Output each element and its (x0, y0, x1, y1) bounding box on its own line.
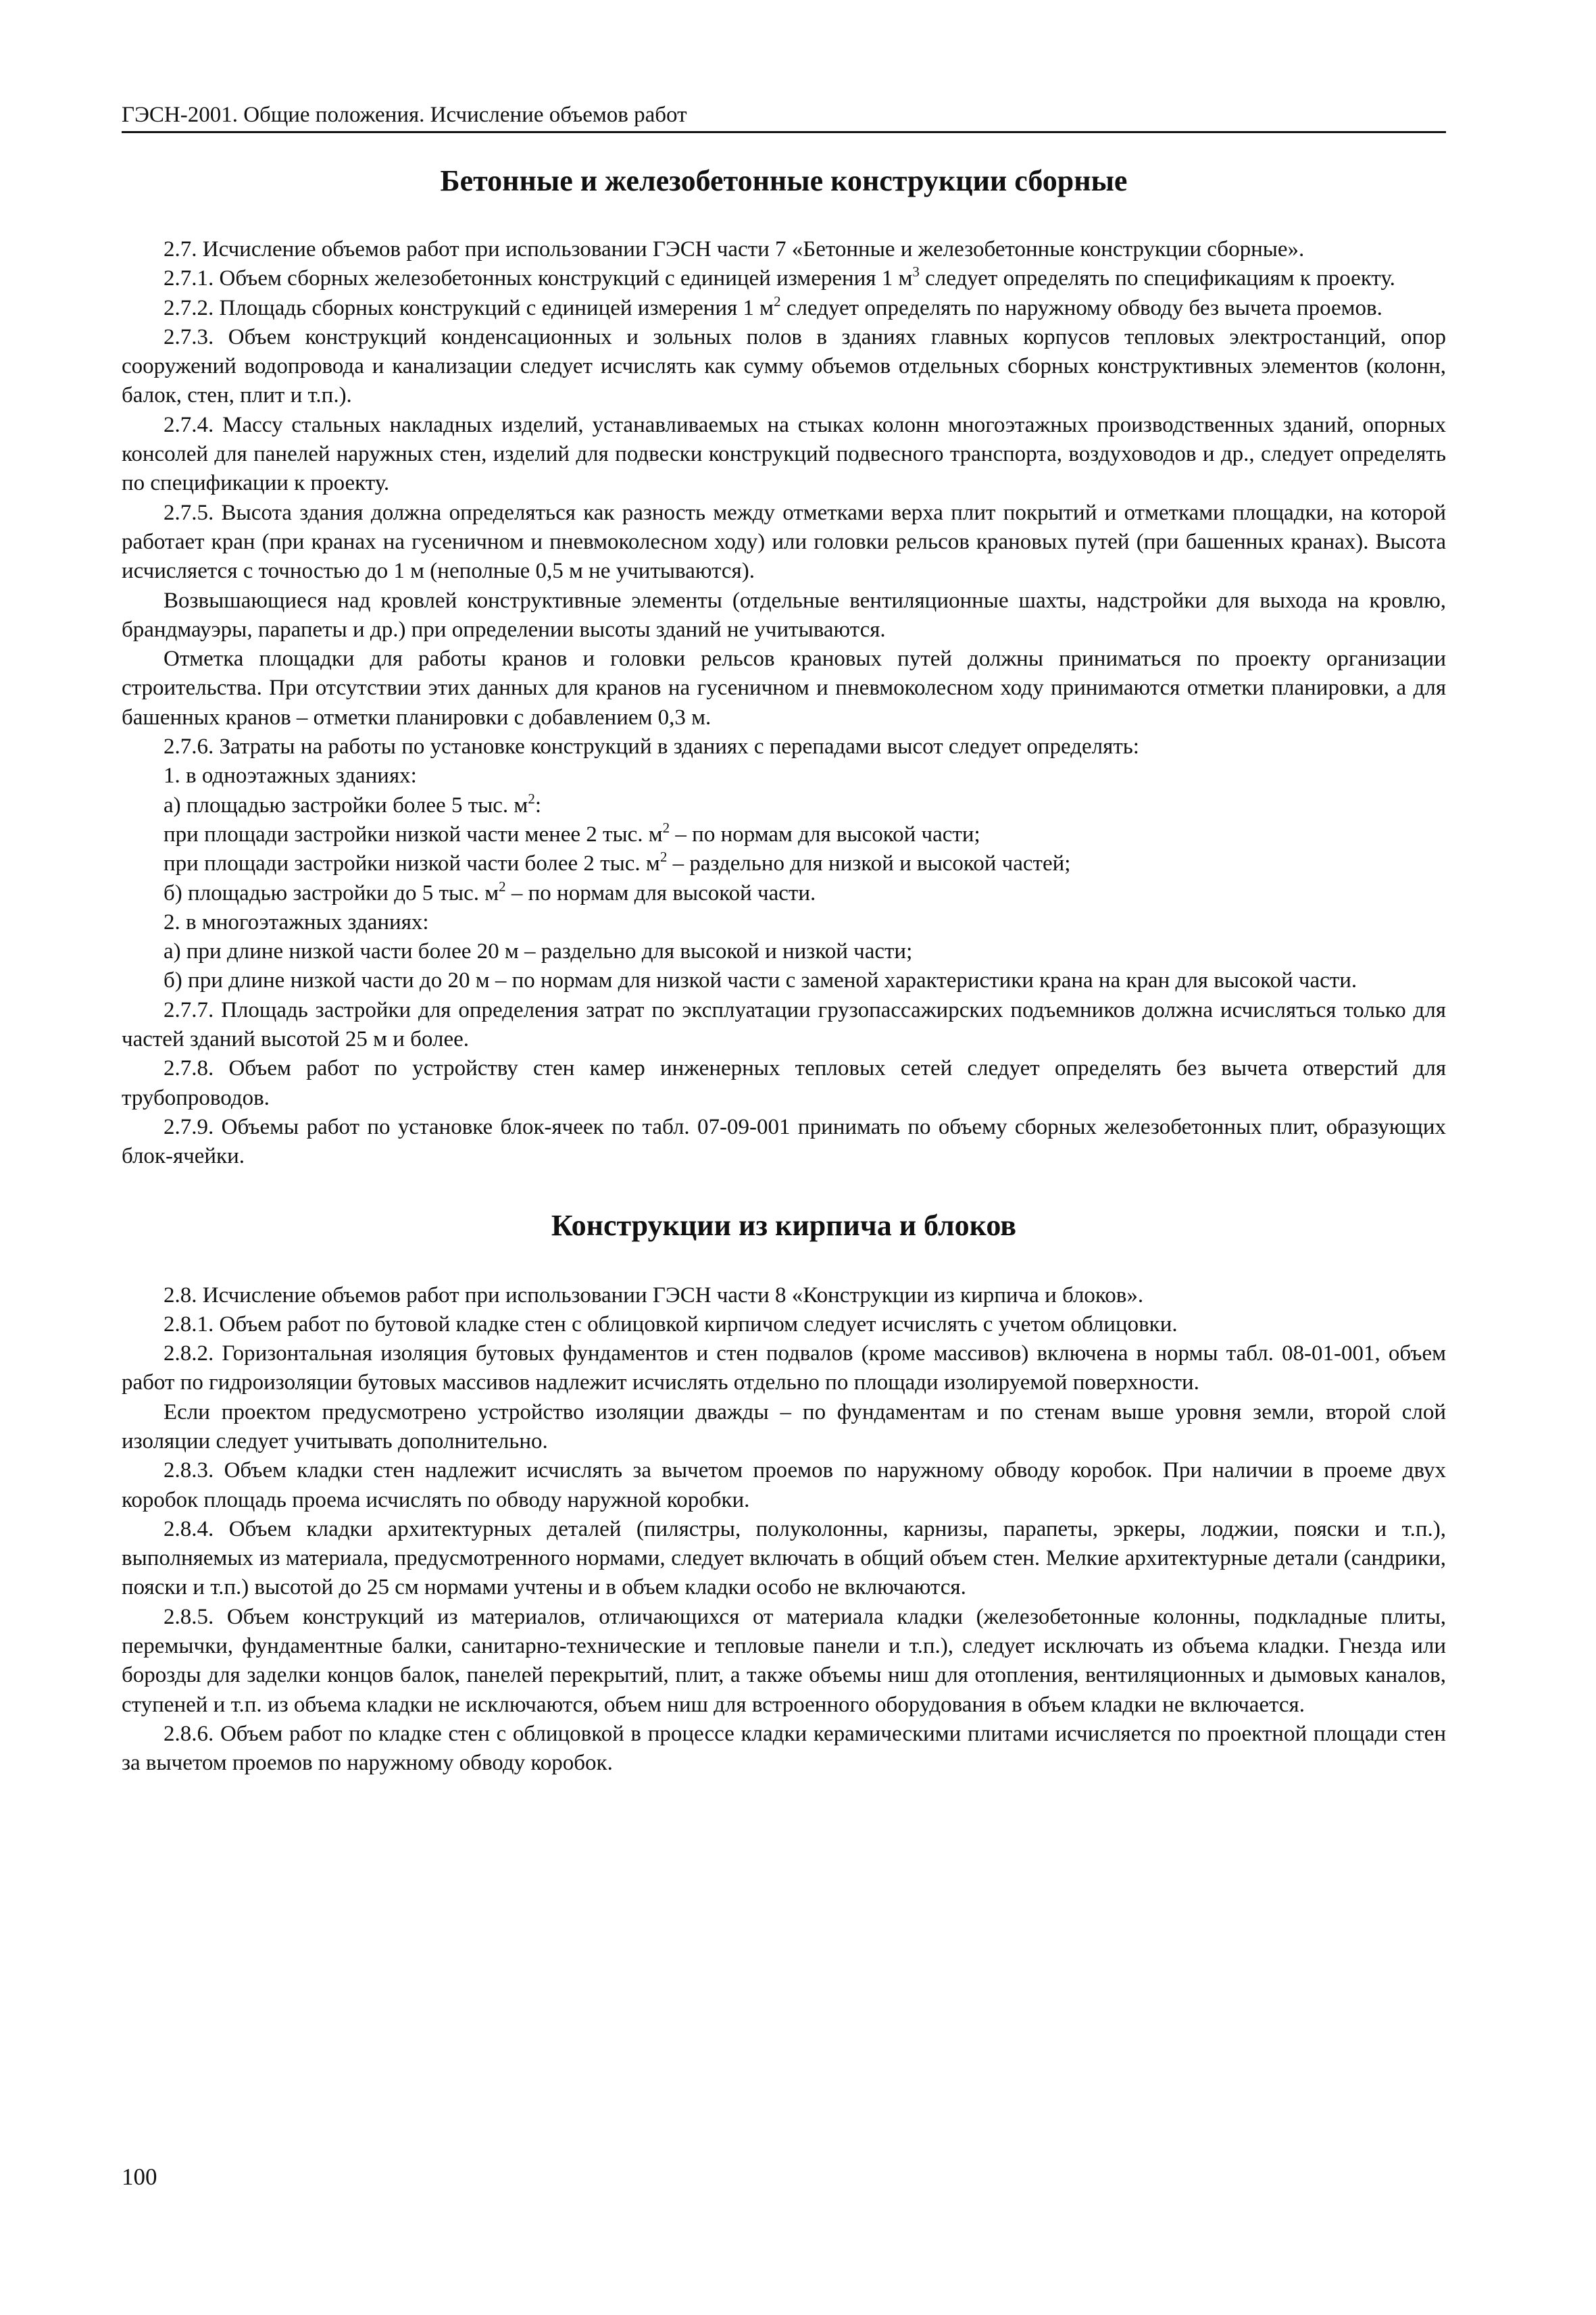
paragraph: 2.8.2. Горизонтальная изоляция бутовых фундаментов и стен подвалов (кроме массивов) включена в нормы табл. 08-01-001, объем работ по гидроизоляции бутовых массивов надлежит исчислять отдельно по площади изолируемой поверхности. (122, 1341, 1446, 1395)
section-title-precast-concrete: Бетонные и железобетонные конструкции сборные (440, 164, 1128, 197)
paragraph: при площади застройки низкой части более 2 тыс. $м^2$ – раздельно для низкой и высокой частей; (164, 849, 1071, 876)
paragraph: Отметка площадки для работы кранов и головки рельсов крановых путей должны приниматься по проекту организации строительства. При отсутствии этих данных для кранов на гусеничном и пневмоколесном ходу принимаются отметки планировки, а для башенных кранов – отметки планировки с добавлением 0,3 м. (122, 647, 1446, 730)
paragraph: 2.8. Исчисление объемов работ при использовании ГЭСН части 8 «Конструкции из кирпича и блоков». (164, 1283, 1144, 1308)
paragraph: 1. в одноэтажных зданиях: (164, 764, 417, 789)
paragraph: 2.7.2. Площадь сборных конструкций с единицей измерения 1 $м^2$ следует определять по наружному обводу без вычета проемов. (164, 293, 1382, 320)
paragraph: Возвышающиеся над кровлей конструктивные элементы (отдельные вентиляционные шахты, надстройки для выхода на кровлю, брандмауэры, парапеты и др.) при определении высоты зданий не учитываются. (122, 588, 1446, 642)
paragraph: 2.8.3. Объем кладки стен надлежит исчислять за вычетом проемов по наружному обводу коробок. При наличии в проеме двух коробок площадь проема исчислять по обводу наружной коробки. (122, 1458, 1446, 1512)
paragraph: 2.7.6. Затраты на работы по установке конструкций в зданиях с перепадами высот следует определять: (164, 735, 1139, 760)
paragraph: а) при длине низкой части более 20 м – раздельно для высокой и низкой части; (164, 939, 913, 964)
paragraph: 2.7.1. Объем сборных железобетонных конструкций с единицей измерения 1 $м^3$ следует определять по спецификациям к проекту. (164, 264, 1395, 291)
page-number: 100 (122, 2164, 157, 2190)
paragraph: 2.7.7. Площадь застройки для определения затрат по эксплуатации грузопассажирских подъемников должна исчисляться только для частей зданий высотой 25 м и более. (122, 997, 1446, 1052)
section-body-brick-blocks (122, 1281, 1446, 1778)
paragraph: 2.8.4. Объем кладки архитектурных деталей (пилястры, полуколонны, карнизы, парапеты, эркеры, лоджии, пояски и т.п.), выполняемых из материала, предусмотренного нормами, следует включать в общий объем стен. Мелкие архитектурные детали (сандрики, пояски и т.п.) высотой до 25 см нормами учтены и в объем кладки особо не включаются. (122, 1516, 1446, 1600)
paragraph: 2.7. Исчисление объемов работ при использовании ГЭСН части 7 «Бетонные и железобетонные конструкции сборные». (164, 237, 1305, 262)
paragraph: б) площадью застройки до 5 тыс. $м^2$ – по нормам для высокой части. (164, 878, 816, 905)
paragraph: Если проектом предусмотрено устройство изоляции дважды – по фундаментам и по стенам выше уровня земли, второй слой изоляции следует учитывать дополнительно. (122, 1399, 1446, 1453)
paragraph: 2.8.6. Объем работ по кладке стен с облицовкой в процессе кладки керамическими плитами исчисляется по проектной площади стен за вычетом проемов по наружному обводу коробок. (122, 1721, 1446, 1776)
page-content (122, 162, 1446, 1778)
paragraph: 2.8.5. Объем конструкций из материалов, отличающихся от материала кладки (железобетонные колонны, подкладные плиты, перемычки, фундаментные балки, санитарно-технические и тепловые панели и т.п.), следует исключать из объема кладки. Гнезда или борозды для заделки концов балок, панелей перекрытий, плит, а также объемы ниш для отопления, вентиляционных и дымовых каналов, ступеней и т.п. из объема кладки не исключаются, объем ниш для встроенного оборудования в объем кладки не включается. (122, 1604, 1446, 1717)
paragraph: а) площадью застройки более 5 тыс. $м^2$: (164, 790, 541, 818)
running-header: ГЭСН-2001. Общие положения. Исчисление объемов работ (122, 100, 1446, 133)
paragraph: 2. в многоэтажных зданиях: (164, 910, 429, 935)
paragraph: 2.7.8. Объем работ по устройству стен камер инженерных тепловых сетей следует определять без вычета отверстий для трубопроводов. (122, 1056, 1446, 1110)
paragraph: 2.7.4. Массу стальных накладных изделий, устанавливаемых на стыках колонн многоэтажных производственных зданий, опорных консолей для панелей наружных стен, изделий для подвески конструкций подвесного транспорта, воздуховодов и др., следует определять по спецификации к проекту. (122, 412, 1446, 496)
paragraph: 2.8.1. Объем работ по бутовой кладке стен с облицовкой кирпичом следует исчислять с учетом облицовки. (164, 1312, 1178, 1337)
section-title-brick-blocks: Конструкции из кирпича и блоков (551, 1208, 1017, 1242)
paragraph: 2.7.3. Объем конструкций конденсационных и зольных полов в зданиях главных корпусов тепловых электростанций, опор сооружений водопровода и канализации следует исчислять как сумму объемов отдельных сборных конструктивных элементов (колонн, балок, стен, плит и т.п.). (122, 324, 1446, 408)
section-body-precast-concrete (122, 235, 1446, 1172)
paragraph: 2.7.5. Высота здания должна определяться как разность между отметками верха плит покрытий и отметками площадки, на которой работает кран (при кранах на гусеничном и пневмоколесном ходу) или головки рельсов крановых путей (при башенных кранах). Высота исчисляется с точностью до 1 м (неполные 0,5 м не учитываются). (122, 500, 1446, 584)
paragraph: б) при длине низкой части до 20 м – по нормам для низкой части с заменой характеристики крана на кран для высокой части. (164, 968, 1357, 993)
paragraph: при площади застройки низкой части менее 2 тыс. $м^2$ – по нормам для высокой части; (164, 819, 980, 847)
paragraph: 2.7.9. Объемы работ по установке блок-ячеек по табл. 07-09-001 принимать по объему сборных железобетонных плит, образующих блок-ячейки. (122, 1114, 1446, 1169)
